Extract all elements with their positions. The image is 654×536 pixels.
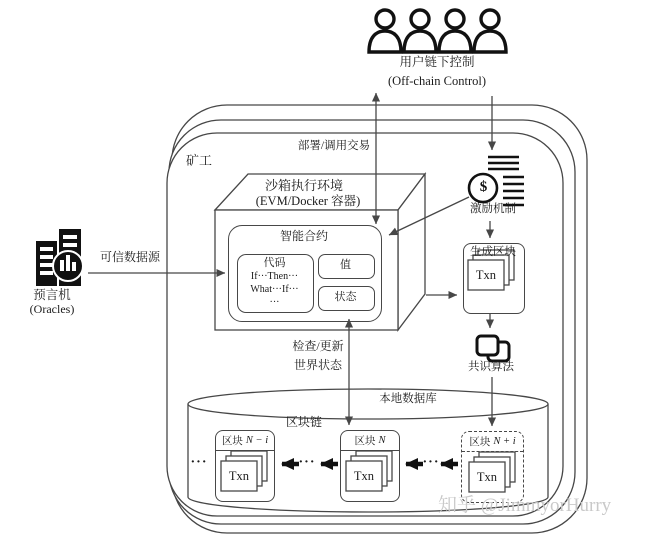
incentive-label: 激励机制 [470, 203, 516, 216]
sandbox-title: 沙箱执行环境 [264, 178, 343, 194]
consensus-label: 共识算法 [468, 361, 514, 374]
users-label-en: (Off-chain Control) [387, 73, 486, 88]
smart-contract-title: 智能合约 [279, 229, 328, 244]
world-state-label-2: 世界状态 [293, 358, 342, 373]
block-prefix: 区块 [469, 437, 491, 448]
block-n-plus-i-txn: Txn [476, 469, 498, 484]
code-line-2: What···If··· [250, 283, 299, 295]
block-n-minus-i-header [216, 431, 274, 451]
value-label: 值 [340, 259, 351, 272]
sandbox-subtitle: (EVM/Docker 容器) [255, 194, 361, 209]
code-line-3: ··· [269, 296, 280, 308]
block-var: N [378, 435, 386, 446]
oracle-label-en: (Oracles) [29, 302, 75, 317]
block-n-header [341, 431, 399, 451]
block-n-minus-i-txn: Txn [228, 468, 250, 483]
block-gen-title: 生成区块 [470, 245, 516, 258]
users-label-zh: 用户链下控制 [399, 55, 475, 70]
code-title: 代码 [263, 256, 286, 269]
state-label: 状态 [334, 291, 357, 304]
block-prefix: 区块 [354, 436, 376, 447]
oracle-icon [36, 229, 83, 286]
oracle-label-zh: 预言机 [33, 287, 71, 302]
blockchain-label: 区块链 [285, 415, 322, 430]
block-n-txn: Txn [353, 468, 375, 483]
chain-ellipsis-right: ··· [422, 455, 440, 471]
block-var: N + i [493, 436, 516, 447]
block-var: N − i [245, 435, 269, 446]
miner-label: 矿工 [186, 152, 213, 168]
world-state-label-1: 检查/更新 [292, 339, 344, 354]
trusted-data-label: 可信数据源 [99, 250, 160, 265]
block-gen-txn-label: Txn [475, 267, 497, 282]
database-title: 本地数据库 [379, 393, 437, 406]
chain-ellipsis-left: ··· [190, 455, 208, 471]
users-icon [369, 10, 506, 52]
block-n-plus-i-header [462, 432, 523, 452]
chain-ellipsis-mid: ··· [298, 455, 316, 471]
block-prefix: 区块 [221, 436, 243, 447]
code-line-1: If···Then··· [250, 270, 299, 282]
deploy-invoke-label: 部署/调用交易 [297, 139, 371, 152]
watermark: 知乎 @JimmyorHurry [438, 495, 612, 516]
dollar-glyph: $ [479, 179, 488, 196]
